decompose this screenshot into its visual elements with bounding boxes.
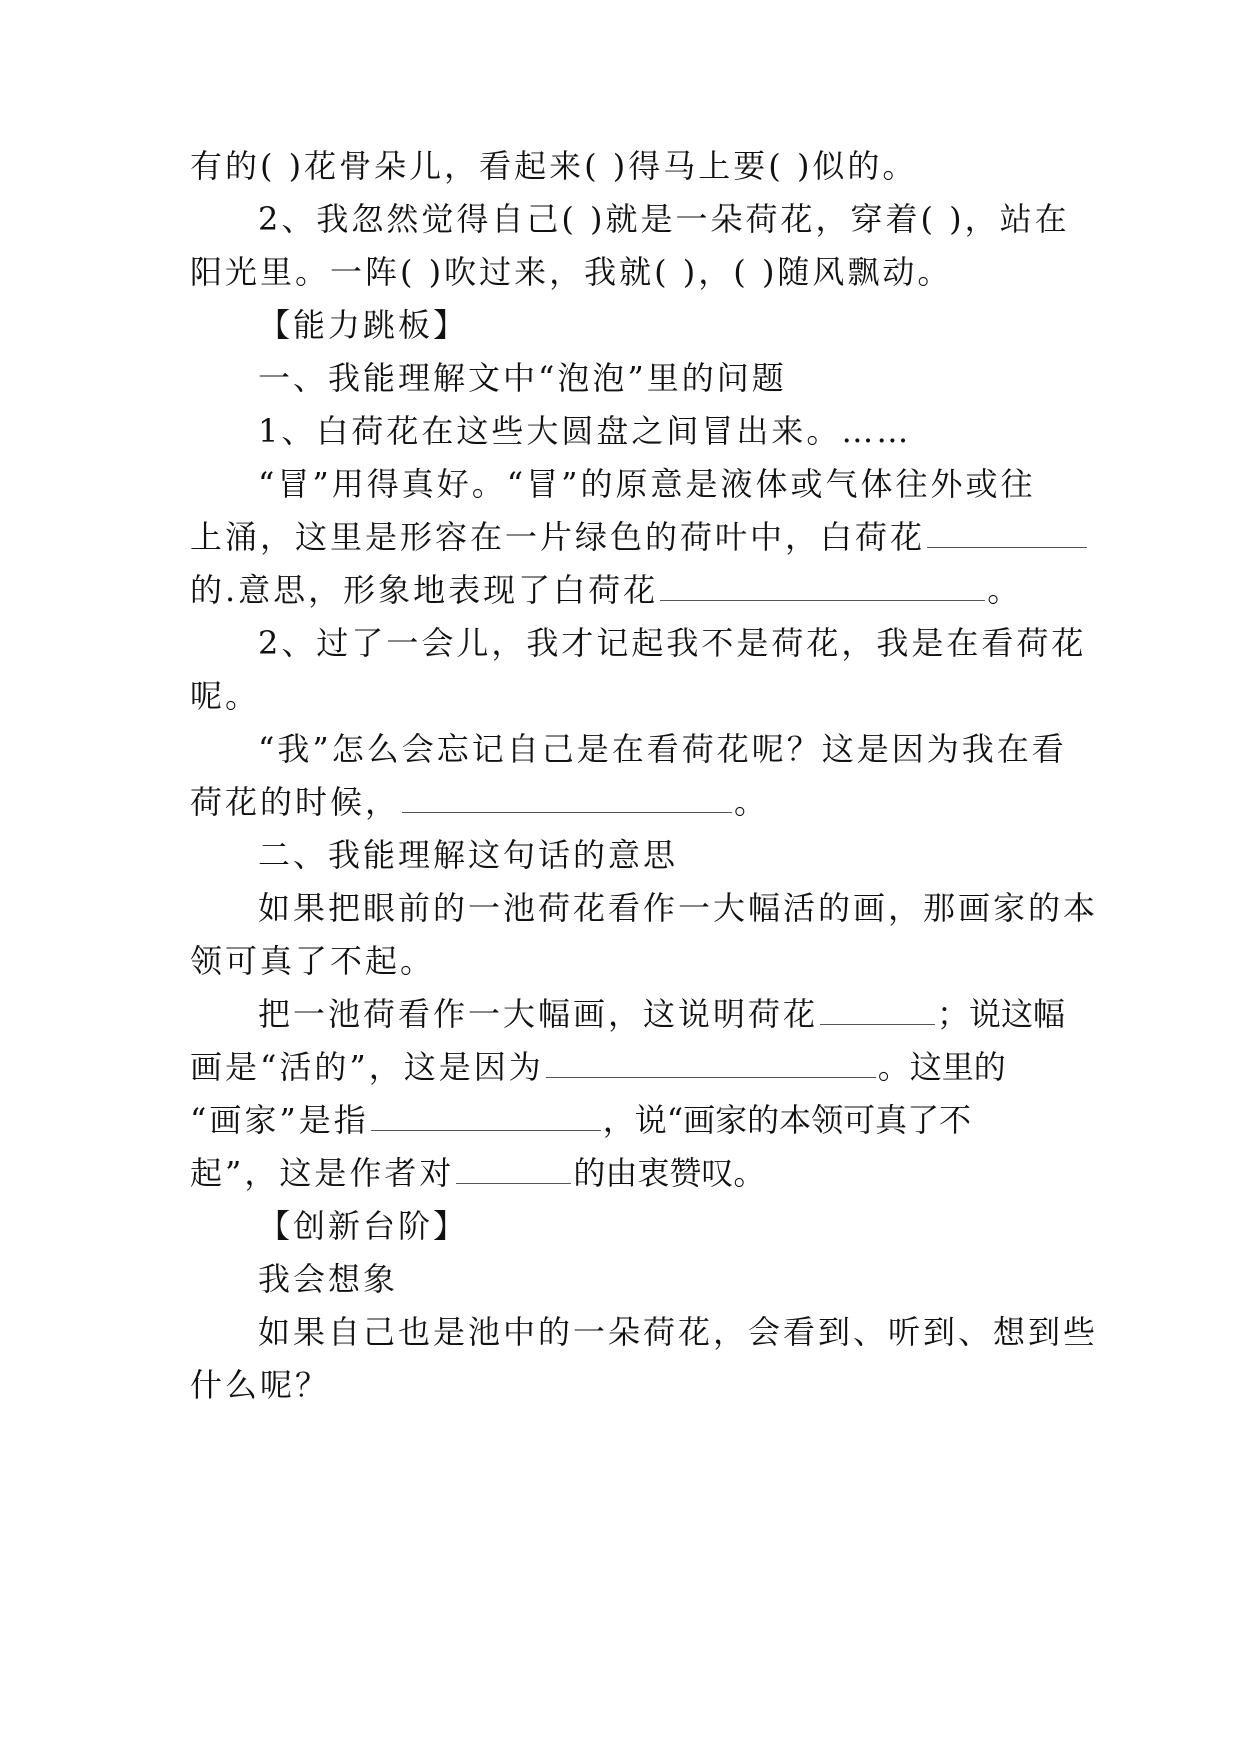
text-line-3: 阳光里。一阵( )吹过来，我就( )，( )随风飘动。 xyxy=(190,253,953,291)
answer-blank[interactable] xyxy=(371,1102,601,1131)
question-heading-3: 我会想象 xyxy=(258,1260,399,1298)
answer-blank[interactable] xyxy=(402,784,732,813)
answer-blank[interactable] xyxy=(456,1155,571,1184)
text-line-hua-2: 领可真了不起。 xyxy=(190,942,436,980)
quote-line-2-cont: 呢。 xyxy=(190,677,261,715)
text-line-imagine-2: 什么呢？ xyxy=(190,1366,331,1404)
text-line-hua-1: 如果把眼前的一池荷花看作一大幅活的画，那画家的本 xyxy=(258,889,1099,927)
answer-blank[interactable] xyxy=(660,572,985,601)
quote-line-1: 1、白荷花在这些大圆盘之间冒出来。…… xyxy=(258,412,912,450)
text-line-hua-5: “画家”是指 ，说“画家的本领可真了不 xyxy=(190,1101,972,1139)
text-line-2: 2、我忽然觉得自己( )就是一朵荷花，穿着( )，站在 xyxy=(258,200,1070,238)
answer-blank[interactable] xyxy=(927,519,1087,548)
text-line-mao-2: 上涌，这里是形容在一片绿色的荷叶中，白荷花 xyxy=(190,517,1060,557)
text-line-hua-6: 起”，这是作者对 的由衷赞叹。 xyxy=(190,1154,766,1192)
text-line-hua-3: 把一池荷看作一大幅画，这说明荷花 ；说这幅 xyxy=(258,995,1066,1033)
text-line-imagine-1: 如果自己也是池中的一朵荷花，会看到、听到、想到些 xyxy=(258,1313,1099,1351)
answer-blank[interactable] xyxy=(820,996,935,1025)
text-line-1: 有的( )花骨朵儿，看起来( )得马上要( )似的。 xyxy=(190,147,918,185)
answer-blank[interactable] xyxy=(546,1049,876,1078)
section-heading-ability: 【能力跳板】 xyxy=(258,306,469,344)
text-line-hua-4: 画是“活的”，这是因为 。这里的 xyxy=(190,1048,1006,1086)
text-line-mao-3: 的.意思，形象地表现了白荷花 。 xyxy=(190,571,1020,609)
quote-line-2: 2、过了一会儿，我才记起我不是荷花，我是在看荷花 xyxy=(258,624,1087,662)
section-heading-innovation: 【创新台阶】 xyxy=(258,1207,469,1245)
text-line-mao-1: “冒”用得真好。“冒”的原意是液体或气体往外或往 xyxy=(258,465,1036,503)
question-heading-1: 一、我能理解文中“泡泡”里的问题 xyxy=(258,359,787,397)
question-heading-2: 二、我能理解这句话的意思 xyxy=(258,836,679,874)
text-line-wo-2: 荷花的时候， 。 xyxy=(190,783,767,821)
text-line-wo-1: “我”怎么会忘记自己是在看荷花呢？这是因为我在看 xyxy=(258,730,1067,768)
